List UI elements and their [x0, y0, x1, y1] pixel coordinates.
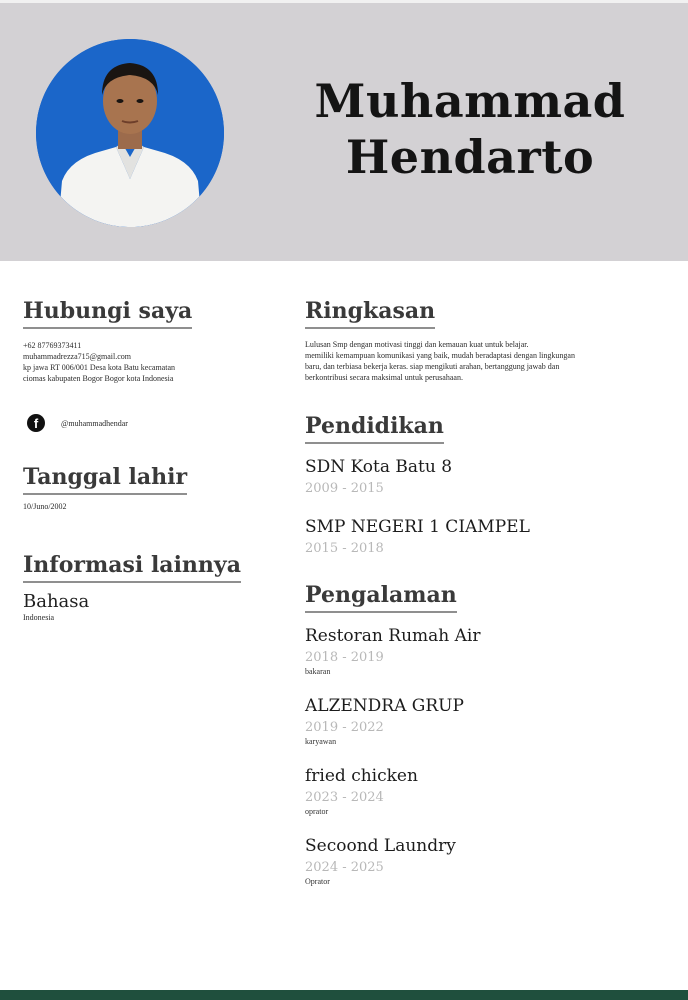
- company-name: fried chicken: [305, 766, 418, 786]
- job-years: 2024 - 2025: [305, 860, 384, 875]
- left-column: [23, 298, 273, 623]
- contact-details: [23, 340, 273, 384]
- job-years: 2023 - 2024: [305, 790, 384, 805]
- school-years: 2015 - 2018: [305, 541, 384, 556]
- job-role: oprator: [305, 807, 329, 816]
- facebook-icon: f: [27, 414, 45, 432]
- person-portrait-icon: [36, 39, 224, 227]
- footer-bar: [0, 990, 688, 1000]
- birth-date: 10/Juno/2002: [23, 502, 67, 511]
- language-label: Bahasa: [23, 591, 90, 612]
- email-address: muhammadrezza715@gmail.com: [23, 352, 131, 361]
- experience-item: [305, 765, 670, 817]
- company-name: Restoran Rumah Air: [305, 626, 481, 646]
- summary-line: berkontribusi secara maksimal untuk perusahaan.: [305, 373, 463, 382]
- job-years: 2019 - 2022: [305, 720, 384, 735]
- education-section: [305, 413, 670, 558]
- experience-item: [305, 695, 670, 747]
- contact-title: Hubungi saya: [23, 298, 192, 329]
- birth-section: [23, 464, 273, 512]
- job-years: 2018 - 2019: [305, 650, 384, 665]
- address-line-1: kp jawa RT 006/001 Desa kota Batu kecamatan: [23, 363, 175, 372]
- first-name: Muhammad: [314, 74, 626, 128]
- profile-photo: [36, 39, 224, 227]
- social-handle: @muhammadhendar: [61, 418, 128, 428]
- language-value: Indonesia: [23, 613, 55, 622]
- job-role: Oprator: [305, 877, 330, 886]
- experience-section: [305, 582, 670, 887]
- right-column: [305, 298, 670, 887]
- other-info-section: [23, 552, 273, 623]
- school-name: SMP NEGERI 1 CIAMPEL: [305, 517, 530, 537]
- experience-item: [305, 625, 670, 677]
- birth-title: Tanggal lahir: [23, 464, 187, 495]
- header-banner: [0, 3, 688, 261]
- company-name: Secoond Laundry: [305, 836, 456, 856]
- last-name: Hendarto: [345, 130, 595, 184]
- summary-title: Ringkasan: [305, 298, 435, 329]
- social-link[interactable]: [23, 414, 273, 432]
- other-info-title: Informasi lainnya: [23, 552, 241, 583]
- summary-text: [305, 339, 670, 383]
- summary-line: memiliki kemampuan komunikasi yang baik, mudah beradaptasi dengan lingkungan: [305, 351, 575, 360]
- job-role: karyawan: [305, 737, 337, 746]
- full-name: [300, 73, 640, 185]
- experience-title: Pengalaman: [305, 582, 457, 613]
- education-title: Pendidikan: [305, 413, 444, 444]
- phone-number: +62 87769373411: [23, 341, 82, 350]
- education-item: [305, 456, 670, 498]
- education-item: [305, 516, 670, 558]
- experience-item: [305, 835, 670, 887]
- summary-line: Lulusan Smp dengan motivasi tinggi dan kemauan kuat untuk belajar.: [305, 340, 529, 349]
- school-years: 2009 - 2015: [305, 481, 384, 496]
- summary-line: baru, dan terbiasa bekerja keras. siap mengikuti arahan, bertanggung jawab dan: [305, 362, 560, 371]
- address-line-2: ciomas kabupaten Bogor Bogor kota Indonesia: [23, 374, 174, 383]
- job-role: bakaran: [305, 667, 331, 676]
- school-name: SDN Kota Batu 8: [305, 457, 453, 477]
- company-name: ALZENDRA GRUP: [305, 696, 464, 716]
